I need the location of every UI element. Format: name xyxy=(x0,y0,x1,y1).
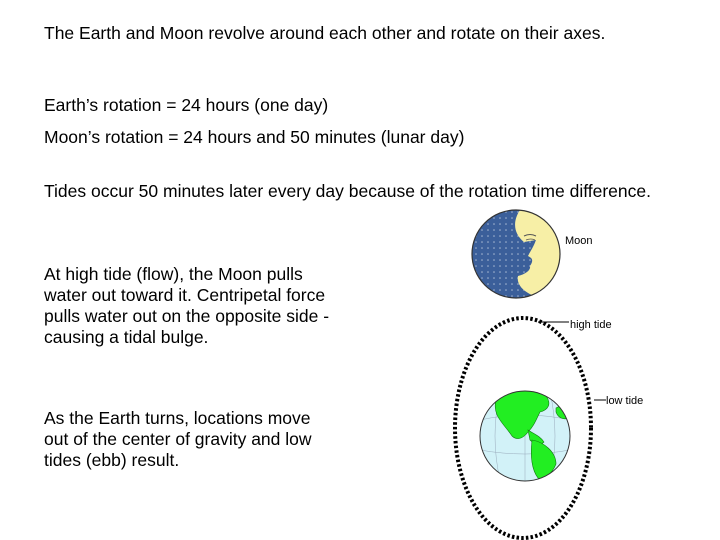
high-tide-explanation: At high tide (flow), the Moon pulls water out toward it. Centripetal force pulls water out on the opposite side - causing a tidal bulge. xyxy=(44,264,330,347)
earth-icon xyxy=(480,390,570,481)
moon-icon xyxy=(472,209,575,298)
low-tide-label: low tide xyxy=(606,395,644,407)
low-tide-explanation: As the Earth turns, locations move out of the center of gravity and low tides (ebb) result. xyxy=(44,408,312,470)
earth-rotation-text: Earth’s rotation = 24 hours (one day) xyxy=(44,95,329,115)
slide-title: The Earth and Moon revolve around each other and rotate on their axes. xyxy=(44,23,606,43)
high-tide-label: high tide xyxy=(570,319,612,331)
moon-rotation-text: Moon’s rotation = 24 hours and 50 minutes (lunar day) xyxy=(44,127,465,147)
moon-label: Moon xyxy=(565,235,593,247)
earth-moon-tide-diagram xyxy=(430,200,720,540)
tides-explanation: Tides occur 50 minutes later every day because of the rotation time difference. xyxy=(44,181,651,201)
